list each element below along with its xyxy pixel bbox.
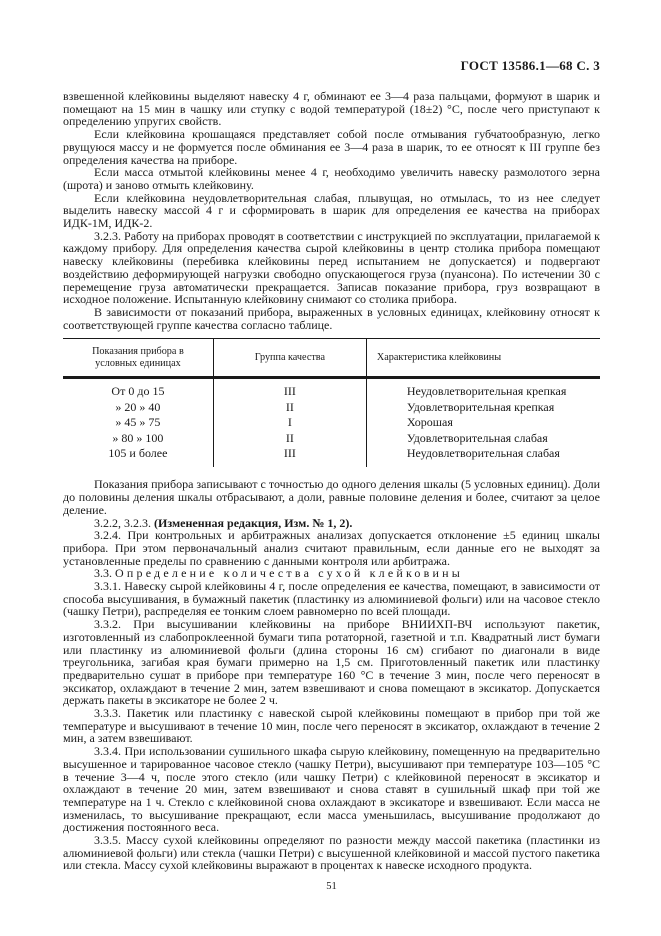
- text-run: 3.2.3. Работу на приборах проводят в соответствии с инструкцией по эксплуатации, прилагаемой к каждому прибору. Для определения качества сырой клейковины в центр столика прибора помещают навеску клейковины (перебивка клейковины перед испытанием не допускается) и подвергают воздействию деформирующей нагрузки свободно опускающегося груза (пуансона). По истечении 30 с перемещение груза автоматически прекращается. Записав показание прибора, груз возвращают в исходное положение. Испытанную клейковину снимают со столика прибора.: [63, 228, 600, 307]
- table-cell: III: [213, 446, 366, 467]
- page-number: 51: [326, 881, 337, 893]
- text-run: Если клейковина неудовлетворительная слабая, плывущая, но отмылась, то из нее следует выделить навеску массой 4 г и сформировать в шарик для определения ее качества на приборах ИДК-1М, ИДК-2.: [63, 190, 600, 231]
- table-cell: II: [213, 400, 366, 415]
- para-3-2-4: [63, 529, 600, 567]
- para-3-3-3: [63, 707, 600, 745]
- table-row: [63, 431, 600, 446]
- para-continuation: [63, 90, 600, 128]
- para-pokazaniya-zapisyvayut: [63, 478, 600, 516]
- para-3-2-3: [63, 230, 600, 306]
- para-v-zavisimosti: [63, 306, 600, 331]
- text-run: 3.3.3. Пакетик или пластинку с навеской сырой клейковины помещают в прибор при той же температуре и высушивают в течение 10 мин, после чего переносят в эксикатор, охлаждают в течение 2 мин, а затем взвешивают.: [63, 706, 600, 746]
- text-run: 3.2.2, 3.2.3.: [94, 515, 154, 530]
- table-header-cell: Группа качества: [213, 339, 366, 378]
- table-cell: Удовлетворительная слабая: [406, 430, 548, 445]
- para-3-3-5: [63, 834, 600, 872]
- para-massa-menee-4g: [63, 166, 600, 191]
- table-row: [63, 446, 600, 467]
- table-cell: III: [213, 378, 366, 400]
- text-run: 3.3.2. При высушивании клейковины на приборе ВНИИХП-ВЧ используют пакетик, изготовленный из слабопроклеенной бумаги типа ротаторной, газетной и т.п. Квадратный лист бумаги или пластинку из алюминиевой фольги (длина стороны 16 см) сгибают по диагонали в виде треугольника, загибая края бумаги примерно на 1,5 см. Приготовленный пакетик или пластинку предварительно сушат в приборе при температуре 160 °С в течение 3 мин, после чего переносят в эксикатор, охлаждают в течение 2 мин, затем взвешивают и снова помещают в эксикатор. Допускается держать пакеты в эксикаторе не более 2 ч.: [63, 617, 600, 708]
- table-cell: » 45 » 75: [115, 415, 161, 430]
- text-run: 3.3.5. Массу сухой клейковины определяют по разности между массой пакетика (пластинки из алюминиевой фольги) или стекла (чашки Петри) с высушенной клейковиной и массой пустого пакетика или стекла. Массу сухой клейковины выражают в процентах к навеске исходного продукта.: [63, 833, 600, 873]
- table-cell: Неудовлетворительная слабая: [406, 445, 560, 460]
- text-run: Определение количества сухой клейковины: [115, 566, 464, 581]
- table-cell: » 20 » 40: [115, 399, 161, 414]
- text-run: (Измененная редакция, Изм. № 1, 2).: [154, 515, 353, 530]
- para-3-3-1: [63, 580, 600, 618]
- table-header-cell: Показания прибора в условных единицах: [92, 346, 184, 369]
- table-row: [63, 378, 600, 400]
- text-run: Если клейковина крошащаяся представляет собой после отмывания губчатообразную, легко рвущуюся массу и не формуется после обминания ее 3—4 раза в шарик, то ее относят к III группе без определения качества на приборе.: [63, 127, 600, 167]
- text-run: 3.3.: [94, 566, 115, 581]
- text-run: Если масса отмытой клейковины менее 4 г, необходимо увеличить навеску размолотого зерна (шрота) и заново отмыть клейковину.: [63, 165, 600, 192]
- table-cell: II: [213, 431, 366, 446]
- para-3-3-2: [63, 618, 600, 707]
- table-header-row: [63, 339, 600, 378]
- para-kroshashchayasya: [63, 128, 600, 166]
- table-cell: От 0 до 15: [111, 384, 165, 399]
- text-run: взвешенной клейковины выделяют навеску 4 г, обминают ее 3—4 раза пальцами, формуют в шарик и помещают на 15 мин в чашку или ступку с водой температурой (18±2) °С, после чего приступают к определению упругих свойств.: [63, 89, 600, 129]
- text-run: Показания прибора записывают с точностью до одного деления шкалы (5 условных единиц). Доли до половины деления шкалы отбрасывают, а доли, равные половине деления и более, считают за целое деление.: [63, 477, 600, 517]
- text-run: 3.3.4. При использовании сушильного шкафа сырую клейковину, помещенную на предварительно высушенное и тарированное часовое стекло (чашку Петри), высушивают при температуре 103—105 °С в течение 3—4 ч, после этого стекло (или чашку Петри) с клейковиной переносят в эксикатор и охлаждают в течение 20 мин, затем взвешивают и снова ставят в сушильный шкаф при той же температуре на 1 ч. Стекло с клейковиной снова охлаждают в эксикаторе и взвешивают. Если масса не изменилась, то высушивание прекращают, если масса уменьшилась, высушивание продолжают до достижения постоянного веса.: [63, 744, 600, 835]
- para-slabaya-plyvushchaya: [63, 192, 600, 230]
- table-header-cell: Характеристика клейковины: [376, 352, 502, 364]
- table-cell: Удовлетворительная крепкая: [406, 399, 555, 414]
- table-row: [63, 415, 600, 430]
- table-cell: Неудовлетворительная крепкая: [406, 384, 567, 399]
- para-3-3-4: [63, 745, 600, 834]
- running-header: ГОСТ 13586.1—68 С. 3: [460, 58, 600, 73]
- table-row: [63, 400, 600, 415]
- text-run: В зависимости от показаний прибора, выраженных в условных единицах, клейковину относят к соответствующей группе качества согласно таблице.: [63, 304, 600, 332]
- text-run: 3.3.1. Навеску сырой клейковины 4 г, после определения ее качества, помещают, в зависимости от способа высушивания, в бумажный пакетик (пластинку из алюминиевой фольги) или на часовое стекло (чашку Петри), распределяя ее тонким слоем равномерно по всей площади.: [63, 579, 600, 619]
- table-cell: 105 и более: [108, 445, 168, 460]
- table-cell: Хорошая: [406, 415, 453, 430]
- table-cell: » 80 » 100: [112, 430, 164, 445]
- table-cell: I: [213, 415, 366, 430]
- text-run: 3.2.4. При контрольных и арбитражных анализах допускается отклонение ±5 единиц шкалы прибора. При этом первоначальный анализ считают правильным, если данные его не выходят за установленные пределы по сравнению с данными контроля или арбитража.: [63, 528, 600, 568]
- quality-groups-table: [63, 338, 600, 467]
- document-body: [63, 90, 600, 894]
